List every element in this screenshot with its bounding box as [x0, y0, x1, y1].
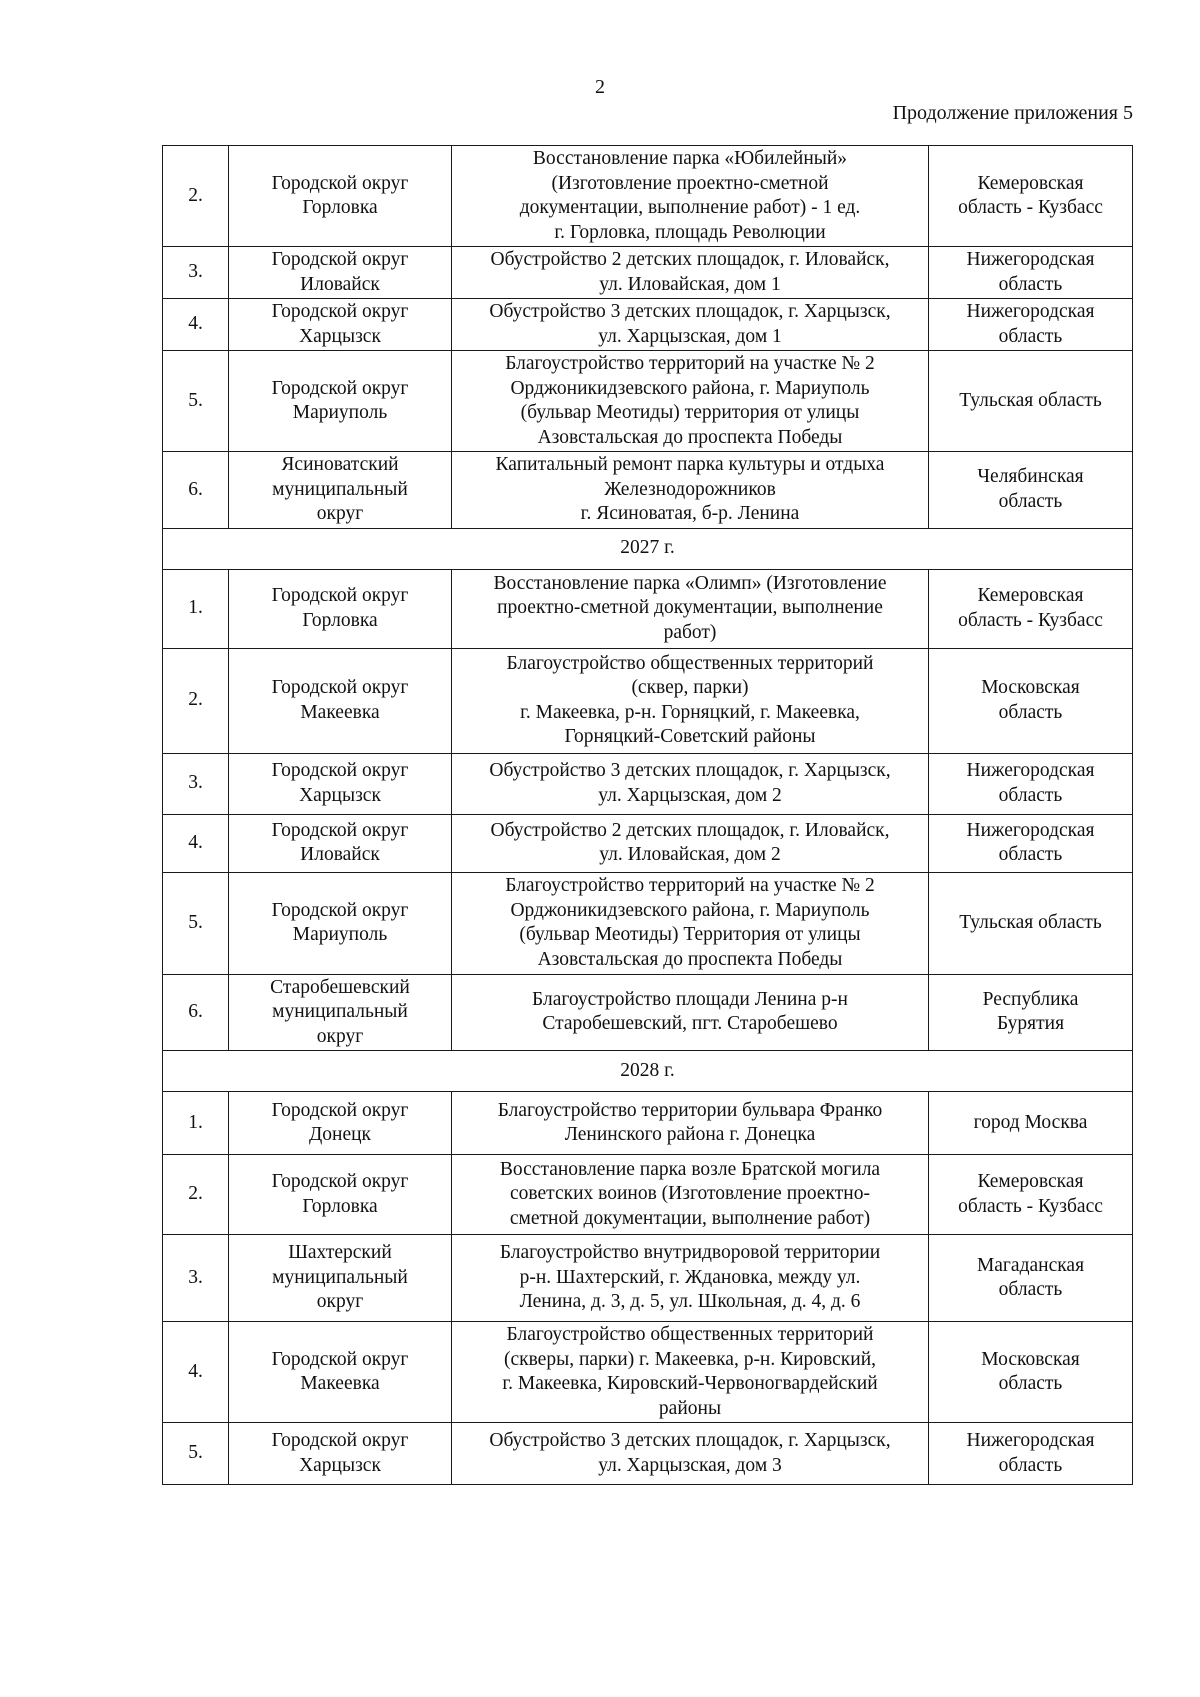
description-line: ул. Харцызская, дом 3	[598, 1454, 782, 1476]
municipality-cell	[229, 569, 452, 648]
region-line: Кемеровская	[977, 585, 1084, 606]
row-number: 2.	[163, 648, 229, 753]
region-line: Кемеровская	[977, 172, 1084, 194]
description-line: (скверы, парки) г. Макеевка, р-н. Кировский,	[503, 1348, 877, 1370]
region-line: область	[998, 1279, 1063, 1300]
projects-table	[162, 145, 1133, 1485]
region-line: область - Кузбасс	[958, 1195, 1103, 1217]
municipality-line: Иловайск	[300, 273, 380, 295]
municipality-cell	[229, 247, 452, 299]
region-line: область	[998, 701, 1063, 723]
municipality-line: Городской округ	[271, 249, 409, 270]
description-cell	[452, 753, 929, 814]
region-cell	[929, 247, 1133, 299]
description-cell	[452, 974, 929, 1051]
municipality-line: Городской округ	[271, 1430, 409, 1451]
table-row	[163, 1235, 1133, 1322]
municipality-line: Городской округ	[271, 585, 409, 606]
municipality-line: Городской округ	[271, 377, 409, 399]
region-line: Тульская область	[959, 911, 1102, 933]
municipality-line: Ясиноватский	[281, 454, 399, 475]
municipality-cell	[229, 1155, 452, 1235]
description-line: Благоустройство общественных территорий	[506, 652, 874, 674]
description-line: Капитальный ремонт парка культуры и отдыха	[495, 454, 885, 475]
description-cell	[452, 569, 929, 648]
description-cell	[452, 1092, 929, 1155]
description-line: Орджоникидзевского района, г. Мариуполь	[510, 377, 870, 399]
municipality-line: Мариуполь	[292, 402, 388, 423]
description-line: Восстановление парка «Олимп» (Изготовление	[493, 572, 887, 594]
description-line: Благоустройство территории бульвара Франко	[497, 1099, 883, 1121]
year-row	[163, 1051, 1133, 1092]
region-cell	[929, 1092, 1133, 1155]
description-cell	[452, 1423, 929, 1485]
municipality-cell	[229, 1322, 452, 1423]
table-row	[163, 1092, 1133, 1155]
description-line: Азовстальская до проспекта Победы	[537, 948, 843, 970]
description-line: ул. Иловайская, дом 1	[599, 273, 781, 295]
description-line: г. Ясиноватая, б-р. Ленина	[580, 503, 800, 524]
municipality-line: Иловайск	[300, 844, 380, 865]
municipality-line: Макеевка	[300, 1373, 380, 1394]
description-line: Ленинского района г. Донецка	[564, 1124, 816, 1145]
row-number: 3.	[163, 247, 229, 299]
table-row	[163, 569, 1133, 648]
row-number: 2.	[163, 1155, 229, 1235]
region-line: Нижегородская	[966, 301, 1095, 322]
description-line: работ)	[663, 621, 717, 643]
description-line: Обустройство 2 детских площадок, г. Иловайск,	[490, 249, 890, 270]
municipality-cell	[229, 146, 452, 247]
description-line: проектно-сметной документации, выполнение	[497, 597, 883, 619]
year-heading: 2028 г.	[163, 1051, 1133, 1092]
region-line: Кемеровская	[977, 1171, 1084, 1192]
municipality-line: муниципальный	[272, 1001, 408, 1022]
municipality-line: Городской округ	[271, 301, 409, 322]
projects-table-body	[163, 146, 1133, 1485]
municipality-cell	[229, 753, 452, 814]
region-line: Челябинская	[977, 466, 1084, 488]
table-row	[163, 146, 1133, 247]
description-line: г. Горловка, площадь Революции	[554, 221, 826, 243]
region-cell	[929, 753, 1133, 814]
description-line: документации, выполнение работ) - 1 ед.	[519, 197, 861, 218]
table-row	[163, 974, 1133, 1051]
region-cell	[929, 452, 1133, 529]
row-number: 6.	[163, 452, 229, 529]
municipality-line: Городской округ	[271, 1348, 409, 1370]
description-cell	[452, 814, 929, 872]
municipality-line: Донецк	[308, 1124, 372, 1145]
region-line: область - Кузбасс	[958, 197, 1103, 218]
description-line: сметной документации, выполнение работ)	[509, 1207, 871, 1229]
municipality-line: Городской округ	[271, 172, 409, 194]
row-number: 3.	[163, 753, 229, 814]
region-cell	[929, 648, 1133, 753]
region-cell	[929, 569, 1133, 648]
region-cell	[929, 872, 1133, 974]
region-line: Нижегородская	[966, 760, 1095, 781]
region-line: Нижегородская	[966, 819, 1095, 841]
table-row	[163, 872, 1133, 974]
municipality-cell	[229, 1092, 452, 1155]
municipality-cell	[229, 351, 452, 452]
description-line: (Изготовление проектно-сметной	[551, 172, 829, 194]
description-cell	[452, 351, 929, 452]
description-cell	[452, 299, 929, 351]
table-row	[163, 814, 1133, 872]
description-cell	[452, 1322, 929, 1423]
region-line: город Москва	[973, 1111, 1088, 1133]
description-line: Орджоникидзевского района, г. Мариуполь	[510, 899, 870, 921]
description-line: Азовстальская до проспекта Победы	[537, 426, 843, 448]
region-line: область	[998, 490, 1063, 512]
municipality-line: муниципальный	[272, 478, 408, 500]
row-number: 3.	[163, 1235, 229, 1322]
region-line: Московская	[981, 677, 1080, 698]
description-cell	[452, 1155, 929, 1235]
description-line: Благоустройство территорий на участке № 2	[505, 875, 875, 896]
municipality-cell	[229, 299, 452, 351]
row-number: 1.	[163, 1092, 229, 1155]
description-line: Восстановление парка возле Братской могила	[499, 1158, 881, 1180]
description-line: Железнодорожников	[604, 478, 776, 500]
region-line: область	[998, 844, 1063, 865]
municipality-line: округ	[316, 503, 364, 524]
table-row	[163, 247, 1133, 299]
table-row	[163, 1155, 1133, 1235]
description-line: г. Макеевка, Кировский-Червоногвардейский	[502, 1373, 878, 1394]
description-cell	[452, 247, 929, 299]
municipality-cell	[229, 1235, 452, 1322]
row-number: 4.	[163, 814, 229, 872]
municipality-line: Харцызск	[299, 325, 381, 347]
description-line: Обустройство 3 детских площадок, г. Харцызск,	[489, 1430, 891, 1451]
table-row	[163, 648, 1133, 753]
region-line: область	[998, 273, 1063, 295]
municipality-line: Харцызск	[299, 784, 381, 806]
region-line: область	[998, 325, 1063, 347]
description-line: Ленина, д. 3, д. 5, ул. Школьная, д. 4, д. 6	[519, 1291, 861, 1313]
table-row	[163, 299, 1133, 351]
municipality-cell	[229, 648, 452, 753]
region-cell	[929, 299, 1133, 351]
region-cell	[929, 146, 1133, 247]
region-line: Республика	[982, 988, 1079, 1010]
description-line: Обустройство 2 детских площадок, г. Иловайск,	[490, 819, 890, 841]
region-line: область	[998, 784, 1063, 806]
municipality-line: Городской округ	[271, 677, 409, 698]
region-line: Тульская область	[959, 389, 1102, 411]
description-line: Горняцкий-Советский районы	[564, 726, 816, 747]
region-line: Нижегородская	[966, 249, 1095, 270]
description-cell	[452, 872, 929, 974]
row-number: 6.	[163, 974, 229, 1051]
table-row	[163, 1322, 1133, 1423]
region-line: Московская	[981, 1348, 1080, 1370]
year-row	[163, 528, 1133, 569]
description-line: Благоустройство внутридворовой территории	[499, 1242, 881, 1264]
row-number: 4.	[163, 1322, 229, 1423]
table-row	[163, 753, 1133, 814]
description-line: Старобешевский, пгт. Старобешево	[542, 1013, 838, 1035]
municipality-line: Старобешевский	[270, 976, 410, 998]
description-cell	[452, 146, 929, 247]
municipality-cell	[229, 974, 452, 1051]
region-line: Нижегородская	[966, 1430, 1095, 1451]
municipality-line: Макеевка	[300, 701, 380, 723]
municipality-line: Шахтерский	[288, 1242, 392, 1264]
municipality-cell	[229, 452, 452, 529]
description-cell	[452, 1235, 929, 1322]
municipality-line: Горловка	[302, 197, 378, 218]
description-line: г. Макеевка, р-н. Горняцкий, г. Макеевка,	[520, 701, 860, 723]
description-line: советских воинов (Изготовление проектно-	[510, 1183, 870, 1205]
table-row	[163, 351, 1133, 452]
table-row	[163, 1423, 1133, 1485]
region-line: Магаданская	[976, 1254, 1085, 1276]
description-line: ул. Харцызская, дом 1	[598, 325, 782, 347]
description-line: (бульвар Меотиды) территория от улицы	[520, 402, 860, 423]
description-line: ул. Иловайская, дом 2	[599, 844, 781, 865]
year-heading: 2027 г.	[163, 528, 1133, 569]
municipality-line: муниципальный	[272, 1266, 408, 1288]
municipality-line: Мариуполь	[292, 924, 388, 945]
description-line: (бульвар Меотиды) Территория от улицы	[519, 924, 861, 945]
municipality-line: Горловка	[302, 609, 378, 631]
row-number: 4.	[163, 299, 229, 351]
description-line: районы	[658, 1397, 722, 1419]
region-line: область - Кузбасс	[958, 609, 1103, 631]
region-cell	[929, 1322, 1133, 1423]
region-cell	[929, 974, 1133, 1051]
municipality-line: Городской округ	[271, 819, 409, 841]
municipality-line: Харцызск	[299, 1454, 381, 1476]
municipality-cell	[229, 1423, 452, 1485]
municipality-line: Городской округ	[271, 1171, 409, 1192]
municipality-cell	[229, 872, 452, 974]
region-line: Бурятия	[996, 1013, 1065, 1035]
municipality-line: округ	[316, 1025, 364, 1047]
municipality-line: Городской округ	[271, 1099, 409, 1121]
municipality-line: округ	[316, 1291, 364, 1313]
row-number: 5.	[163, 872, 229, 974]
page-number: 2	[595, 76, 605, 98]
description-line: Благоустройство территорий на участке № 2	[505, 353, 875, 374]
row-number: 5.	[163, 351, 229, 452]
description-line: Восстановление парка «Юбилейный»	[532, 148, 848, 169]
region-cell	[929, 1235, 1133, 1322]
region-line: область	[998, 1454, 1063, 1476]
description-line: Обустройство 3 детских площадок, г. Харцызск,	[489, 760, 891, 781]
row-number: 1.	[163, 569, 229, 648]
region-cell	[929, 814, 1133, 872]
municipality-line: Городской округ	[271, 760, 409, 781]
description-line: Обустройство 3 детских площадок, г. Харцызск,	[489, 301, 891, 322]
description-cell	[452, 648, 929, 753]
description-line: (сквер, парки)	[631, 677, 749, 698]
region-line: область	[998, 1373, 1063, 1394]
description-line: Благоустройство общественных территорий	[506, 1324, 874, 1345]
region-cell	[929, 1155, 1133, 1235]
description-cell	[452, 452, 929, 529]
description-line: ул. Харцызская, дом 2	[598, 784, 782, 806]
region-cell	[929, 351, 1133, 452]
municipality-line: Горловка	[302, 1195, 378, 1217]
municipality-cell	[229, 814, 452, 872]
row-number: 5.	[163, 1423, 229, 1485]
table-row	[163, 452, 1133, 529]
description-line: р-н. Шахтерский, г. Ждановка, между ул.	[519, 1266, 861, 1288]
continuation-label: Продолжение приложения 5	[892, 102, 1133, 124]
row-number: 2.	[163, 146, 229, 247]
description-line: Благоустройство площади Ленина р-н	[532, 988, 848, 1010]
region-cell	[929, 1423, 1133, 1485]
municipality-line: Городской округ	[271, 899, 409, 921]
